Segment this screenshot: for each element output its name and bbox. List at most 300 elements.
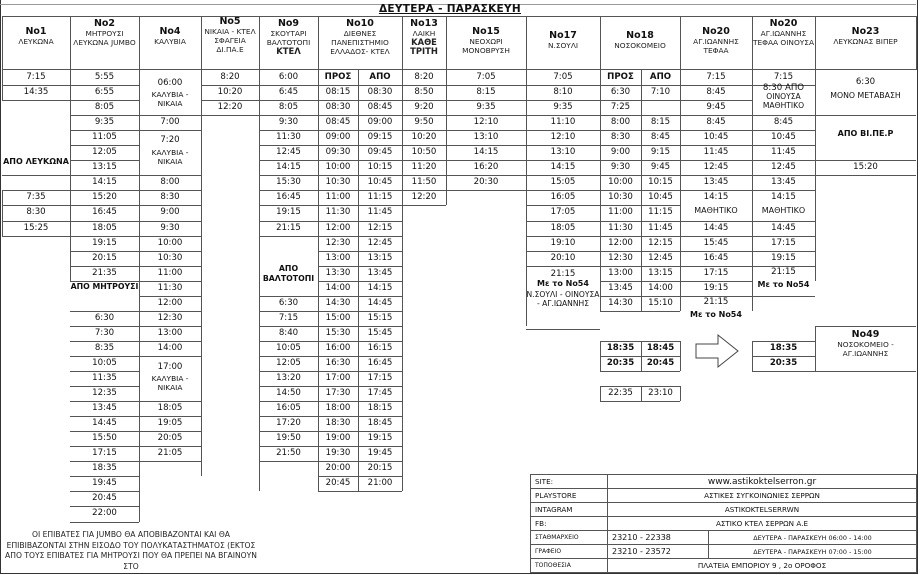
route-header-no1 — [2, 26, 70, 46]
row-divider — [526, 205, 600, 206]
route-header-no20a — [680, 26, 752, 55]
header-col-divider — [815, 16, 816, 70]
no10-time: 09:30 — [325, 147, 351, 158]
fb-row — [531, 517, 917, 531]
row-divider — [259, 130, 318, 131]
no20a-time: 9:45 — [706, 102, 726, 113]
no10-time: 09:00 — [367, 117, 393, 128]
row-divider — [318, 326, 402, 327]
no20b-time: 19:15 — [771, 252, 796, 263]
no18-time: 13:45 — [608, 282, 633, 293]
no10-time: 08:45 — [367, 102, 393, 113]
row-divider — [680, 251, 752, 252]
row-divider — [259, 371, 318, 372]
row-divider — [318, 251, 402, 252]
no2-time: 11:35 — [92, 373, 117, 383]
row-divider — [259, 296, 318, 297]
row-divider — [815, 371, 916, 372]
no10-time: 15:30 — [325, 327, 351, 338]
route-number: No9 — [277, 18, 300, 29]
no10-apo-label: ΑΠΟ — [369, 72, 391, 82]
route-name: ΑΓ.ΙΩΑΝΝΗΣ ΤΕΦΑΑ — [693, 37, 739, 56]
no20b-time: 12:45 — [771, 162, 796, 173]
no20b-transfer: Με το No54 — [757, 280, 810, 290]
no18-time: 20:45 — [646, 357, 675, 368]
row-divider — [752, 251, 815, 252]
route-number: No23 — [851, 26, 880, 37]
row-divider — [259, 85, 318, 86]
no2-time: 17:15 — [92, 448, 117, 459]
no2-time: 18:35 — [92, 463, 117, 474]
no2-time: 6:55 — [94, 87, 115, 98]
row-divider — [318, 160, 402, 161]
row-divider — [402, 130, 446, 131]
row-divider — [2, 175, 70, 176]
row-divider — [402, 115, 446, 116]
row-divider — [680, 236, 752, 237]
no4-time: 8:00 — [160, 177, 180, 188]
row-divider — [526, 115, 600, 116]
row-divider — [318, 296, 402, 297]
row-divider — [139, 446, 201, 447]
page-title: ΔΕΥΤΕΡΑ - ΠΑΡΑΣΚΕΥΗ — [378, 3, 522, 15]
no10-time: 15:45 — [367, 327, 393, 338]
no10-time: 08:30 — [325, 102, 351, 113]
route-name: ΝΟΣΟΚΟΜΕΙΟ — [614, 41, 666, 50]
route-name: ΝΕΟΧΩΡΙ ΜΟΝΟΒΡΥΣΗ — [462, 37, 510, 56]
no17-time: 9:35 — [553, 102, 573, 113]
no2-time: 19:15 — [92, 237, 117, 248]
no2-time: 15:50 — [92, 433, 117, 444]
route-name: ΑΓ.ΙΩΑΝΝΗΣ ΤΕΦΑΑ ΟΙΝΟΥΣΑ — [752, 29, 815, 48]
row-divider — [526, 236, 600, 237]
row-divider — [600, 266, 680, 267]
row-divider — [318, 401, 402, 402]
site-label: SITE: — [531, 475, 608, 489]
playstore-label: PLAYSTORE — [531, 489, 608, 503]
no18-time: 9:15 — [650, 147, 671, 158]
no4-note: ΚΑΛΥΒΙΑ - ΝΙΚΑΙΑ — [151, 89, 189, 108]
row-divider — [752, 356, 815, 357]
route-number: No15 — [472, 26, 500, 37]
no2-time: 20:45 — [92, 493, 117, 504]
route-name: ΣΚΟΥΤΑΡΙ ΒΑΛΤΟΤΟΠΙ — [266, 29, 311, 48]
no20b-time: 14:45 — [771, 222, 796, 233]
no18-time: 13:00 — [608, 267, 633, 278]
header-col-divider — [201, 16, 202, 70]
row-divider — [600, 115, 680, 116]
row-divider — [70, 100, 139, 101]
no20b-time: 8:30 ΑΠΟ — [762, 83, 805, 94]
row-divider — [70, 145, 139, 146]
row-divider — [402, 175, 446, 176]
route-name: ΚΑΛΥΒΙΑ — [154, 37, 186, 46]
no10-time: 14:30 — [325, 297, 351, 308]
row-divider — [446, 115, 526, 116]
no4-time: 20:05 — [157, 433, 183, 444]
no18-apo-label: ΑΠΟ — [649, 72, 672, 82]
no4-time: 06:00 — [157, 78, 183, 89]
row-divider — [70, 356, 139, 357]
no9-time: 14:50 — [276, 388, 301, 399]
row-divider — [2, 190, 70, 191]
no18-time: 15:10 — [648, 297, 673, 308]
no18-time: 7:25 — [610, 102, 631, 113]
row-divider — [815, 175, 916, 176]
no20a-time: 21:15 — [703, 297, 729, 308]
no2-time: 5:55 — [94, 72, 115, 82]
header-col-divider — [2, 16, 3, 70]
row-divider — [318, 461, 402, 462]
no20a-note: ΜΑΘΗΤΙΚΟ — [694, 206, 738, 216]
no10-time: 17:15 — [367, 373, 393, 383]
row-divider — [259, 205, 318, 206]
no4-note: ΚΑΛΥΒΙΑ - ΝΙΚΑΙΑ — [151, 374, 189, 392]
no2-time: 20:15 — [92, 252, 117, 263]
no18-time: 14:00 — [648, 282, 673, 293]
no2-time: 11:05 — [92, 132, 117, 143]
no9-time: 13:20 — [276, 373, 301, 383]
row-divider — [752, 341, 815, 342]
row-divider — [139, 341, 201, 342]
no4-time: 14:00 — [157, 342, 183, 353]
no20a-time: 10:45 — [703, 132, 729, 143]
no17-time: 18:05 — [550, 222, 576, 233]
no9-time: 6:00 — [278, 72, 299, 82]
no17-transfer: Με το No54 — [537, 278, 589, 288]
no20a-time: 8:45 — [706, 87, 726, 98]
route-header-no15 — [446, 26, 526, 55]
no10-time: 12:15 — [367, 222, 393, 233]
no5-time: 10:20 — [217, 87, 243, 98]
no13-time: 8:20 — [414, 72, 434, 82]
no9-time: 16:45 — [276, 192, 301, 203]
row-divider — [446, 175, 526, 176]
row-divider — [600, 401, 680, 402]
no2-time: 7:30 — [94, 327, 115, 338]
no18-time: 22:35 — [608, 388, 633, 399]
route-header-no18 — [600, 30, 680, 50]
row-divider — [600, 175, 680, 176]
row-divider — [752, 296, 815, 297]
stathmarxeio-label: ΣΤΑΘΜΑΡΧΕΙΟ — [531, 531, 608, 545]
no10-time: 13:30 — [325, 267, 351, 278]
no10-time: 08:15 — [325, 87, 351, 98]
no17-time: 12:10 — [550, 132, 576, 143]
row-divider — [526, 266, 600, 267]
col-divider — [680, 341, 681, 371]
row-divider — [402, 85, 446, 86]
no10-time: 18:00 — [325, 403, 351, 414]
header-col-divider — [526, 16, 527, 70]
no10-time: 20:00 — [325, 463, 351, 474]
route-header-no10 — [318, 18, 402, 57]
no4-time: 12:00 — [157, 297, 183, 308]
no13-time: 9:20 — [414, 102, 434, 113]
row-divider — [600, 341, 680, 342]
no9-time: 12:05 — [276, 357, 301, 368]
route-header-no2 — [70, 18, 139, 47]
row-divider — [526, 85, 600, 86]
row-divider — [752, 175, 815, 176]
row-divider — [139, 401, 201, 402]
no10-time: 16:00 — [325, 342, 351, 353]
no18-time: 14:30 — [608, 297, 633, 308]
no18-time: 9:30 — [610, 162, 631, 173]
row-divider — [259, 100, 318, 101]
row-divider — [318, 491, 402, 492]
no18-time: 12:45 — [648, 252, 673, 263]
instagram-row — [531, 503, 917, 517]
no9-apo-label: ΑΠΟ ΒΑΛΤΟΤΟΠΙ — [262, 264, 315, 284]
row-divider — [139, 221, 201, 222]
row-divider — [680, 281, 752, 282]
no20b-time: 10:45 — [771, 132, 796, 143]
row-divider — [139, 281, 201, 282]
row-divider — [600, 130, 680, 131]
row-divider — [259, 175, 318, 176]
row-divider — [752, 190, 815, 191]
route-name: ΛΕΥΚΩΝΑ — [18, 37, 54, 46]
no10-time: 17:00 — [325, 373, 351, 383]
row-divider — [680, 115, 752, 116]
no9-time: 14:15 — [276, 162, 301, 173]
row-divider — [526, 221, 600, 222]
row-divider — [259, 356, 318, 357]
row-divider — [446, 145, 526, 146]
no10-time: 18:30 — [325, 418, 351, 429]
no17-time: 21:15 — [550, 268, 576, 279]
no10-time: 19:15 — [367, 433, 393, 444]
no20a-transfer: Με το No54 — [690, 310, 742, 320]
row-divider — [752, 130, 815, 131]
row-divider — [680, 145, 752, 146]
row-divider — [259, 115, 318, 116]
no10-time: 14:00 — [325, 282, 351, 293]
route-number: No4 — [159, 26, 181, 37]
row-divider — [446, 130, 526, 131]
row-divider — [680, 266, 752, 267]
no10-time: 13:45 — [367, 267, 393, 278]
playstore-row — [531, 489, 917, 503]
no5-time: 12:20 — [217, 102, 243, 113]
row-divider — [752, 371, 815, 372]
no13-time: 10:50 — [411, 147, 437, 158]
no4-time: 18:05 — [157, 403, 183, 414]
row-divider — [70, 461, 139, 462]
no18-time: 8:00 — [610, 117, 631, 128]
row-divider — [680, 100, 752, 101]
no4-time: 13:00 — [157, 327, 183, 338]
no13-time: 11:50 — [411, 177, 437, 188]
no4-time: 10:30 — [157, 252, 183, 263]
no2-apo-label: ΑΠΟ ΜΗΤΡΟΥΣΙ — [70, 282, 139, 292]
no2-time: 12:35 — [92, 388, 117, 399]
row-divider — [318, 115, 402, 116]
row-divider — [526, 145, 600, 146]
row-divider — [318, 221, 402, 222]
row-divider — [70, 236, 139, 237]
no20b-time: 17:15 — [771, 237, 796, 248]
row-divider — [600, 311, 680, 312]
no4-time: 9:00 — [160, 207, 180, 218]
row-divider — [259, 190, 318, 191]
no20a-time: 12:45 — [703, 162, 729, 173]
instagram-value: ASTIKOKTELSERRWN — [608, 503, 917, 517]
row-divider — [600, 371, 680, 372]
row-divider — [201, 85, 259, 86]
no17-time: 17:05 — [550, 207, 576, 218]
row-divider — [318, 205, 402, 206]
row-divider — [70, 221, 139, 222]
no2-time: 10:05 — [92, 357, 117, 368]
no18-time: 7:10 — [650, 87, 671, 98]
row-divider — [526, 130, 600, 131]
row-divider — [680, 221, 752, 222]
no2-time: 15:20 — [92, 192, 117, 203]
topothesia-label: ΤΟΠΟΘΕΣΙΑ — [531, 559, 608, 573]
row-divider — [680, 130, 752, 131]
row-divider — [259, 236, 318, 237]
no4-time: 11:00 — [157, 267, 183, 278]
no20b-time: 20:35 — [769, 357, 798, 368]
no10-time: 09:00 — [325, 132, 351, 143]
row-divider — [600, 296, 680, 297]
route-name: ΛΕΥΚΩΝΑΣ ΒΙΠΕΡ — [833, 37, 898, 46]
col-divider — [815, 326, 816, 371]
no2-time: 13:45 — [92, 403, 117, 414]
row-divider — [70, 522, 139, 523]
row-divider — [815, 326, 916, 327]
header-col-divider — [916, 16, 917, 70]
no10-time: 15:15 — [367, 312, 393, 323]
route-number: No18 — [626, 30, 654, 41]
col-divider — [201, 70, 202, 476]
no10-time: 11:30 — [325, 207, 351, 218]
no1-time: 7:15 — [26, 72, 46, 82]
row-divider — [318, 85, 402, 86]
no23-time: 6:30 — [855, 76, 876, 87]
row-divider — [318, 130, 402, 131]
no18-time: 18:35 — [606, 342, 635, 353]
row-divider — [752, 221, 815, 222]
route-number: No10 — [346, 18, 374, 29]
no10-time: 19:45 — [367, 448, 393, 459]
no9-time: 9:30 — [278, 117, 299, 128]
no10-time: 09:15 — [367, 132, 393, 143]
row-divider — [600, 221, 680, 222]
no20a-time: 14:15 — [703, 192, 729, 203]
row-divider — [70, 85, 139, 86]
route-name: ΔΙΕΘΝΕΣ ΠΑΝΕΠΙΣΤΗΜΙΟ ΕΛΛΑΔΟΣ- ΚΤΕΛ — [330, 29, 390, 57]
no20b-time: 11:45 — [771, 147, 796, 158]
row-divider — [2, 205, 70, 206]
no13-time: 8:50 — [414, 87, 434, 98]
no15-time: 9:35 — [476, 102, 496, 113]
row-divider — [402, 100, 446, 101]
jumbo-note: ΟΙ ΕΠΙΒΑΤΕΣ ΓΙΑ JUMBO ΘΑ ΑΠΟΒΙΒΑΖΟΝΤΑΙ ΚΑΙ ΘΑ ΕΠΙΒΙΒΑΖΟΝΤΑΙ ΣΤΗΝ ΕΙΣΟΔΟ ΤΟΥ ΠΟΛΥΚΑΤΑΣΤΗΜΑΤΟΣ (ΕΚΤΟΣ ΑΠΟ ΤΟΥΣ ΕΠΙΒΑΤΕΣ ΓΙΑ ΜΗΤΡΟΥΣΙ ΠΟΥ ΘΑ ΠΡΕΠΕΙ ΝΑ ΒΓΑΙΝΟΥΝ ΣΤΟ — [5, 530, 257, 571]
row-divider — [2, 236, 70, 237]
header-col-divider — [318, 16, 319, 70]
row-divider — [600, 190, 680, 191]
row-divider — [318, 236, 402, 237]
no2-time: 12:05 — [92, 147, 117, 158]
site-link[interactable]: www.astikoktelserron.gr — [608, 475, 917, 489]
no17-time: 16:05 — [550, 192, 576, 203]
no4-time: 12:30 — [157, 312, 183, 323]
route-header-no20b — [752, 18, 815, 47]
row-divider — [139, 356, 201, 357]
route-name: ΝΙΚΑΙΑ - ΚΤΕΛ ΣΦΑΓΕΙΑ ΔΙ.ΠΑ.Ε — [204, 27, 256, 55]
playstore-value: ΑΣΤΙΚΕΣ ΣΥΓΚΟΙΝΩΝΙΕΣ ΣΕΡΡΩΝ — [608, 489, 917, 503]
no1-apo-label: ΑΠΟ ΛΕΥΚΩΝΑ — [3, 157, 69, 167]
no5-time: 8:20 — [220, 72, 240, 82]
header-col-divider — [70, 16, 71, 70]
no1-time: 7:35 — [26, 192, 46, 203]
route-name: ΝΟΣΟΚΟΜΕΙΟ - ΑΓ.ΙΩΑΝΝΗΣ — [837, 339, 894, 359]
no20a-time: 7:15 — [706, 72, 726, 82]
no18-time: 8:15 — [650, 117, 671, 128]
no18-time: 12:15 — [648, 237, 673, 248]
row-divider — [402, 190, 446, 191]
header-col-divider — [680, 16, 681, 70]
col-divider — [680, 386, 681, 401]
no4-time: 21:05 — [157, 448, 183, 459]
no23-note: ΜΟΝΟ ΜΕΤΑΒΑΣΗ — [830, 91, 901, 101]
no10-time: 15:00 — [325, 312, 351, 323]
row-divider — [70, 431, 139, 432]
no20b-note: ΟΙΝΟΥΣΑ ΜΑΘΗΤΙΚΟ — [762, 92, 805, 110]
no2-time: 19:45 — [92, 478, 117, 489]
row-divider — [139, 236, 201, 237]
no20b-time: 14:15 — [771, 192, 796, 203]
no4-note: ΚΑΛΥΒΙΑ - ΝΙΚΑΙΑ — [151, 148, 189, 167]
row-divider — [139, 326, 201, 327]
no20a-time: 15:45 — [703, 237, 729, 248]
instagram-label: INTAGRAM — [531, 503, 608, 517]
no2-time: 21:35 — [92, 267, 117, 278]
row-divider — [680, 175, 752, 176]
no2-time: 22:00 — [92, 508, 117, 519]
row-divider — [318, 371, 402, 372]
row-divider — [70, 115, 139, 116]
row-divider — [752, 145, 815, 146]
no4-time: 11:30 — [157, 282, 183, 293]
route-header-no17 — [526, 30, 600, 50]
row-divider — [318, 266, 402, 267]
row-divider — [600, 386, 680, 387]
no10-time: 13:00 — [325, 252, 351, 263]
row-divider — [139, 115, 201, 116]
row-divider — [680, 190, 752, 191]
header-col-divider — [259, 16, 260, 70]
row-divider — [600, 356, 680, 357]
stathmarxeio-phone: 23210 - 22338 — [608, 531, 709, 545]
row-divider — [259, 401, 318, 402]
no23-apo-label: ΑΠΟ ΒΙ.ΠΕ.Ρ — [837, 128, 894, 138]
no10-time: 11:00 — [325, 192, 351, 203]
no9-time: 6:30 — [278, 297, 299, 308]
fb-label: FB: — [531, 517, 608, 531]
row-divider — [402, 205, 446, 206]
row-divider — [70, 160, 139, 161]
row-divider — [139, 190, 201, 191]
row-divider — [402, 160, 446, 161]
no2-time: 18:05 — [92, 222, 117, 233]
no10-time: 12:30 — [325, 237, 351, 248]
route-number: No13 — [410, 18, 438, 29]
no10-time: 19:30 — [325, 448, 351, 459]
